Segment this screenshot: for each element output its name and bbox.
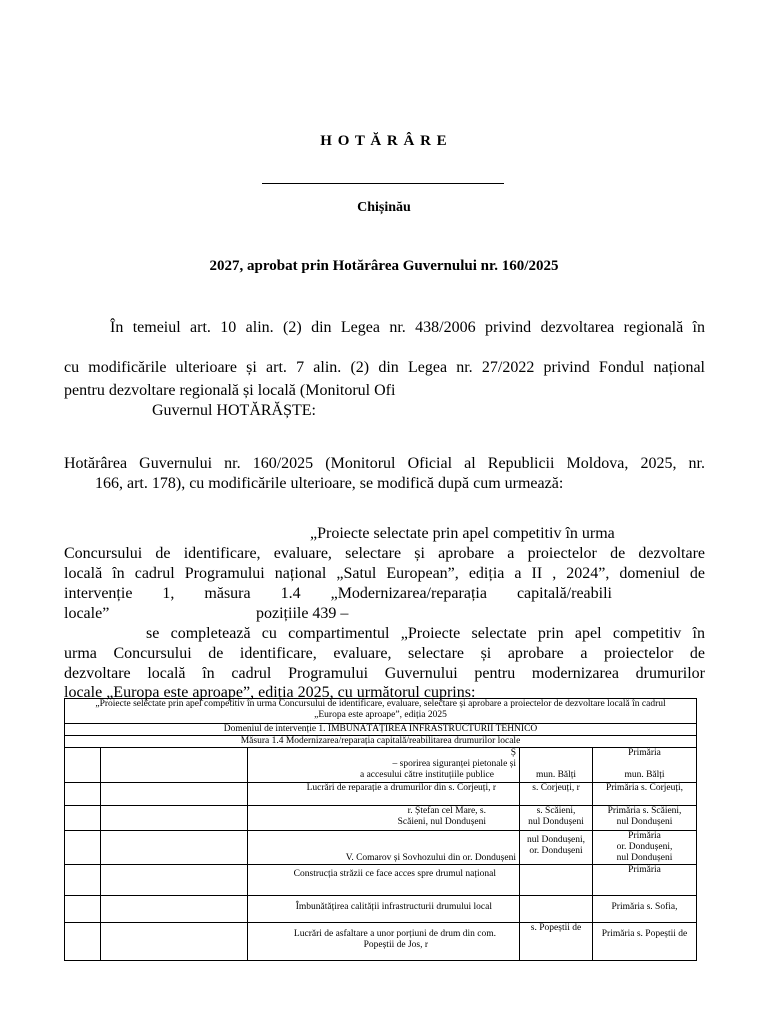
location-cell [520, 865, 593, 896]
paragraph-1-line-3: pentru dezvoltare regională și locală (Monitorul Ofi [64, 382, 396, 399]
description-cell [248, 783, 520, 806]
beneficiary-line: Primăria s. Scăieni, [607, 806, 682, 816]
beneficiary-cell [593, 748, 697, 783]
paragraph-2-line-2: 166, art. 178), cu modificările ulterioare, se modifică după cum urmează: [95, 475, 564, 492]
location-line: s. Corjeuți, r [532, 783, 580, 793]
description-cell [248, 831, 520, 865]
description-line: Ș [510, 748, 516, 758]
beneficiary-line: Primăria s. Corjeuți, [605, 783, 684, 793]
table-header-row [65, 699, 697, 724]
description-line [251, 831, 516, 842]
location-cell [520, 923, 593, 961]
name-cell [101, 783, 248, 806]
beneficiary-cell [593, 783, 697, 806]
beneficiary-line: Primăria [628, 831, 661, 841]
beneficiary-line: Primăria [628, 865, 661, 875]
domain-cell: Domeniul de intervenție 1. ÎMBUNĂTĂȚIREA INFRASTRUCTURII TEHNICO [65, 724, 697, 736]
description-line: Îmbunătățirea calității infrastructurii drumului local [295, 902, 492, 912]
number-cell [65, 748, 101, 783]
location-cell [520, 806, 593, 831]
table-row [65, 865, 697, 896]
beneficiary-line: Primăria s. Sofia, [611, 902, 678, 912]
beneficiary-cell [593, 923, 697, 961]
beneficiary-cell [593, 896, 697, 923]
number-cell [65, 865, 101, 896]
location-line: s. Popeștii de [530, 923, 582, 933]
description-line: a accesului către instituțiile publice [359, 770, 494, 780]
paragraph-4-line-2: urma Concursului de identificare, evaluare, selectare și aprobare a proiectelor de [64, 645, 705, 662]
table-row [65, 896, 697, 923]
name-cell [101, 831, 248, 865]
paragraph-3-line-3: locală în cadrul Programului național „Satul European”, ediția a II , 2024”, domeniul de [64, 565, 705, 582]
beneficiary-line: nul Dondușeni [616, 853, 673, 863]
location-cell [520, 748, 593, 783]
description-line: Construcția străzii ce face acces spre drumul național [293, 869, 496, 879]
number-cell [65, 896, 101, 923]
location-line: nul Dondușeni, [526, 835, 586, 845]
location-cell [520, 783, 593, 806]
location-line [523, 748, 589, 759]
beneficiary-cell [593, 865, 697, 896]
name-cell [101, 806, 248, 831]
paragraph-3-line-4: intervenție 1, măsura 1.4 „Modernizarea/reparația capitală/reabili [64, 585, 612, 602]
number-cell [65, 923, 101, 961]
beneficiary-line: or. Dondușeni, [616, 842, 673, 852]
document-title: H O T Ă R Â R E [320, 133, 448, 149]
beneficiary-cell [593, 831, 697, 865]
location-line [523, 759, 589, 770]
location-cell [520, 896, 593, 923]
location-line: nul Dondușeni [528, 817, 584, 827]
location-line: or. Dondușeni [529, 846, 583, 856]
description-line: Lucrări de asfaltare a unor porțiuni de drum din com. [293, 929, 496, 939]
beneficiary-cell [593, 806, 697, 831]
place-label: Chișinău [357, 200, 411, 215]
table-row [65, 923, 697, 961]
number-cell [65, 806, 101, 831]
description-cell [248, 896, 520, 923]
paragraph-1-line-4: Guvernul HOTĂRĂȘTE: [152, 402, 316, 419]
paragraph-1-line-1: În temeiul art. 10 alin. (2) din Legea nr. 438/2006 privind dezvoltarea regională în [110, 319, 705, 336]
description-line [251, 842, 516, 853]
name-cell [101, 896, 248, 923]
name-cell [101, 923, 248, 961]
table-row [65, 831, 697, 865]
table-header-line-1: „Proiecte selectate prin apel competitiv în urma Concursului de identificare, evaluare, selectare și aprobare a proiectelor de dezvoltare locală în cadrul [95, 699, 666, 709]
paragraph-4-line-4: locale „Europa este aproape”, ediția 2025, cu următorul cuprins: [64, 684, 476, 701]
beneficiary-line: nul Dondușeni [616, 817, 673, 827]
description-cell [248, 865, 520, 896]
paragraph-3-line-5a: locale” [64, 605, 110, 622]
table-header-line-2: „Europa este aproape”, ediția 2025 [314, 710, 447, 720]
paragraph-3-line-2: Concursului de identificare, evaluare, selectare și aprobare a proiectelor de dezvoltare [64, 545, 705, 562]
description-line: Lucrări de reparație a drumurilor din s. Corjeuți, r [306, 783, 496, 793]
table-header-cell [65, 699, 697, 724]
description-line: Scăieni, nul Dondușeni [397, 817, 486, 827]
description-cell [248, 923, 520, 961]
table-measure-row [65, 736, 697, 748]
paragraph-1-line-2: cu modificările ulterioare și art. 7 alin. (2) din Legea nr. 27/2022 privind Fondul național [64, 359, 705, 376]
description-line: – sporirea siguranței pietonale și [392, 759, 516, 769]
description-line: r. Ștefan cel Mare, s. [407, 806, 486, 816]
paragraph-4-line-1: se completează cu compartimentul „Proiecte selectate prin apel competitiv în [146, 625, 705, 642]
location-line: mun. Bălți [535, 770, 577, 780]
description-line: Popeștii de Jos, r [363, 940, 428, 950]
measure-cell: Măsura 1.4 Modernizarea/reparația capitală/reabilitarea drumurilor locale [65, 736, 697, 748]
signature-line [262, 183, 504, 184]
beneficiary-line [596, 759, 693, 770]
table-row [65, 783, 697, 806]
description-cell [248, 806, 520, 831]
beneficiary-line: Primăria [628, 748, 661, 758]
document-subtitle: 2027, aprobat prin Hotărârea Guvernului nr. 160/2025 [209, 258, 559, 274]
description-line: V. Comarov și Sovhozului din or. Dondușeni [345, 853, 516, 863]
name-cell [101, 748, 248, 783]
description-cell [248, 748, 520, 783]
number-cell [65, 783, 101, 806]
beneficiary-line: mun. Bălți [624, 770, 665, 780]
number-cell [65, 831, 101, 865]
paragraph-2-line-1: Hotărârea Guvernului nr. 160/2025 (Monitorul Oficial al Republicii Moldova, 2025, nr. [64, 455, 705, 472]
name-cell [101, 865, 248, 896]
location-cell [520, 831, 593, 865]
table-row [65, 806, 697, 831]
paragraph-3-line-1: „Proiecte selectate prin apel competitiv în urma [310, 525, 615, 542]
location-line: s. Scăieni, [536, 806, 576, 816]
beneficiary-line: Primăria s. Popeștii de [601, 929, 688, 939]
paragraph-4-line-3: dezvoltare locală în cadrul Programului Guvernului pentru modernizarea drumurilor [64, 665, 705, 682]
table-domain-row [65, 724, 697, 736]
table-row [65, 748, 697, 783]
projects-table [64, 698, 697, 961]
paragraph-3-line-5b: pozițiile 439 – [256, 605, 349, 622]
